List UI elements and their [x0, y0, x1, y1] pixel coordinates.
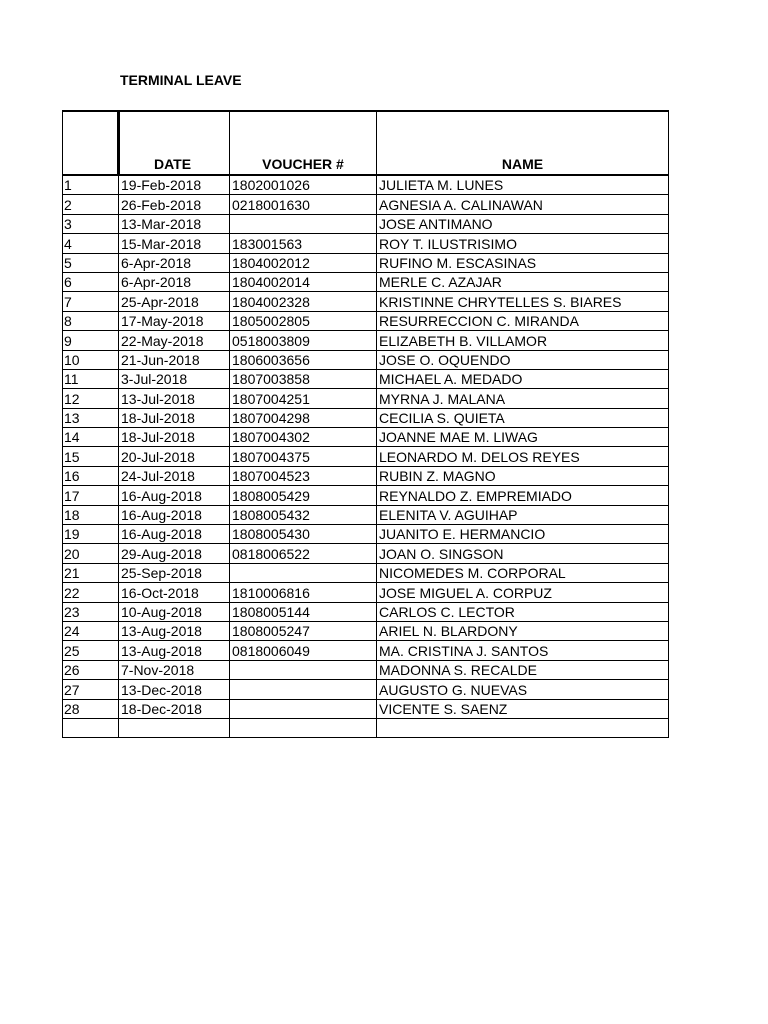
cell-no: 5: [63, 253, 119, 272]
cell-voucher: [230, 680, 377, 699]
cell-name: RUBIN Z. MAGNO: [377, 466, 669, 485]
table-row: [63, 408, 669, 427]
cell-date: 21-Jun-2018: [119, 350, 230, 369]
cell-date: 20-Jul-2018: [119, 447, 230, 466]
cell-name: MERLE C. AZAJAR: [377, 272, 669, 291]
cell-voucher: 0218001630: [230, 195, 377, 214]
cell-name: JOSE MIGUEL A. CORPUZ: [377, 583, 669, 602]
cell-date: 18-Jul-2018: [119, 408, 230, 427]
cell-voucher: [230, 214, 377, 233]
cell-name: JOANNE MAE M. LIWAG: [377, 428, 669, 447]
cell-name: [377, 718, 669, 737]
cell-voucher: 1807003858: [230, 369, 377, 388]
cell-voucher: 1806003656: [230, 350, 377, 369]
cell-date: 6-Apr-2018: [119, 272, 230, 291]
cell-voucher: 1804002012: [230, 253, 377, 272]
table-row: [63, 389, 669, 408]
cell-name: NICOMEDES M. CORPORAL: [377, 563, 669, 582]
cell-voucher: [230, 718, 377, 737]
column-header-name: NAME: [377, 111, 669, 175]
cell-date: 6-Apr-2018: [119, 253, 230, 272]
cell-voucher: 1807004523: [230, 466, 377, 485]
column-header-date: DATE: [119, 111, 230, 175]
table-row: [63, 428, 669, 447]
cell-name: CARLOS C. LECTOR: [377, 602, 669, 621]
page-title: TERMINAL LEAVE: [120, 72, 242, 88]
cell-date: 13-Jul-2018: [119, 389, 230, 408]
cell-no: 14: [63, 428, 119, 447]
cell-no: 22: [63, 583, 119, 602]
table-row: [63, 350, 669, 369]
cell-no: 4: [63, 234, 119, 253]
cell-no: 15: [63, 447, 119, 466]
cell-date: 15-Mar-2018: [119, 234, 230, 253]
cell-date: 17-May-2018: [119, 311, 230, 330]
cell-date: 13-Dec-2018: [119, 680, 230, 699]
cell-date: 18-Jul-2018: [119, 428, 230, 447]
cell-date: 10-Aug-2018: [119, 602, 230, 621]
cell-date: 19-Feb-2018: [119, 175, 230, 195]
table-row: [63, 660, 669, 679]
cell-no: [63, 718, 119, 737]
cell-date: 16-Aug-2018: [119, 486, 230, 505]
table-row: [63, 175, 669, 195]
cell-voucher: [230, 660, 377, 679]
cell-date: 22-May-2018: [119, 331, 230, 350]
cell-name: AUGUSTO G. NUEVAS: [377, 680, 669, 699]
cell-name: JOSE O. OQUENDO: [377, 350, 669, 369]
cell-voucher: 1805002805: [230, 311, 377, 330]
cell-name: ELENITA V. AGUIHAP: [377, 505, 669, 524]
cell-name: KRISTINNE CHRYTELLES S. BIARES: [377, 292, 669, 311]
cell-no: 27: [63, 680, 119, 699]
cell-voucher: 0518003809: [230, 331, 377, 350]
table-header-row: [63, 111, 669, 175]
cell-voucher: 1808005247: [230, 621, 377, 640]
table-row: [63, 621, 669, 640]
table-row: [63, 563, 669, 582]
column-header-no: [63, 111, 119, 175]
cell-voucher: 1807004298: [230, 408, 377, 427]
cell-no: 23: [63, 602, 119, 621]
cell-name: VICENTE S. SAENZ: [377, 699, 669, 718]
column-header-voucher: VOUCHER #: [230, 111, 377, 175]
cell-voucher: 1808005144: [230, 602, 377, 621]
cell-no: 8: [63, 311, 119, 330]
table-row: [63, 292, 669, 311]
cell-no: 3: [63, 214, 119, 233]
cell-name: RESURRECCION C. MIRANDA: [377, 311, 669, 330]
table-row: [63, 466, 669, 485]
cell-no: 16: [63, 466, 119, 485]
cell-name: JOSE ANTIMANO: [377, 214, 669, 233]
cell-name: MADONNA S. RECALDE: [377, 660, 669, 679]
cell-date: 29-Aug-2018: [119, 544, 230, 563]
terminal-leave-table: [62, 110, 669, 738]
cell-voucher: 1804002328: [230, 292, 377, 311]
cell-name: MA. CRISTINA J. SANTOS: [377, 641, 669, 660]
cell-voucher: 0818006522: [230, 544, 377, 563]
cell-no: 2: [63, 195, 119, 214]
cell-name: AGNESIA A. CALINAWAN: [377, 195, 669, 214]
cell-no: 10: [63, 350, 119, 369]
cell-date: 18-Dec-2018: [119, 699, 230, 718]
cell-no: 11: [63, 369, 119, 388]
table-row: [63, 369, 669, 388]
table-row: [63, 311, 669, 330]
cell-voucher: 183001563: [230, 234, 377, 253]
table-row: [63, 253, 669, 272]
cell-no: 19: [63, 525, 119, 544]
cell-date: 25-Apr-2018: [119, 292, 230, 311]
cell-voucher: 1808005429: [230, 486, 377, 505]
cell-date: 3-Jul-2018: [119, 369, 230, 388]
cell-voucher: [230, 563, 377, 582]
cell-no: 24: [63, 621, 119, 640]
cell-no: 26: [63, 660, 119, 679]
table-row: [63, 447, 669, 466]
cell-name: JUANITO E. HERMANCIO: [377, 525, 669, 544]
cell-voucher: 0818006049: [230, 641, 377, 660]
cell-voucher: 1807004302: [230, 428, 377, 447]
cell-date: 16-Oct-2018: [119, 583, 230, 602]
cell-name: JOAN O. SINGSON: [377, 544, 669, 563]
cell-voucher: [230, 699, 377, 718]
cell-date: 16-Aug-2018: [119, 505, 230, 524]
cell-no: 13: [63, 408, 119, 427]
cell-name: MYRNA J. MALANA: [377, 389, 669, 408]
cell-date: 13-Mar-2018: [119, 214, 230, 233]
cell-no: 17: [63, 486, 119, 505]
cell-voucher: 1807004251: [230, 389, 377, 408]
cell-no: 9: [63, 331, 119, 350]
cell-voucher: 1802001026: [230, 175, 377, 195]
cell-no: 20: [63, 544, 119, 563]
table-row: [63, 214, 669, 233]
cell-date: 13-Aug-2018: [119, 621, 230, 640]
cell-voucher: 1804002014: [230, 272, 377, 291]
cell-voucher: 1810006816: [230, 583, 377, 602]
cell-date: 24-Jul-2018: [119, 466, 230, 485]
cell-date: 25-Sep-2018: [119, 563, 230, 582]
table-row: [63, 525, 669, 544]
table-row: [63, 583, 669, 602]
cell-name: CECILIA S. QUIETA: [377, 408, 669, 427]
cell-name: MICHAEL A. MEDADO: [377, 369, 669, 388]
table-row: [63, 680, 669, 699]
table-row: [63, 331, 669, 350]
table-row: [63, 272, 669, 291]
cell-no: 1: [63, 175, 119, 195]
table-row: [63, 195, 669, 214]
cell-no: 6: [63, 272, 119, 291]
cell-name: ROY T. ILUSTRISIMO: [377, 234, 669, 253]
table-row: [63, 234, 669, 253]
cell-date: 13-Aug-2018: [119, 641, 230, 660]
cell-no: 25: [63, 641, 119, 660]
cell-no: 18: [63, 505, 119, 524]
cell-name: REYNALDO Z. EMPREMIADO: [377, 486, 669, 505]
table-row: [63, 505, 669, 524]
table-row: [63, 602, 669, 621]
cell-voucher: 1808005430: [230, 525, 377, 544]
table-row: [63, 641, 669, 660]
table-body: [63, 175, 669, 738]
cell-date: 7-Nov-2018: [119, 660, 230, 679]
cell-name: RUFINO M. ESCASINAS: [377, 253, 669, 272]
cell-no: 28: [63, 699, 119, 718]
cell-date: [119, 718, 230, 737]
cell-voucher: 1807004375: [230, 447, 377, 466]
table-row: [63, 486, 669, 505]
cell-voucher: 1808005432: [230, 505, 377, 524]
cell-no: 7: [63, 292, 119, 311]
cell-no: 12: [63, 389, 119, 408]
cell-date: 26-Feb-2018: [119, 195, 230, 214]
table-row: [63, 718, 669, 737]
cell-no: 21: [63, 563, 119, 582]
cell-name: ARIEL N. BLARDONY: [377, 621, 669, 640]
cell-name: ELIZABETH B. VILLAMOR: [377, 331, 669, 350]
cell-date: 16-Aug-2018: [119, 525, 230, 544]
table-row: [63, 544, 669, 563]
cell-name: LEONARDO M. DELOS REYES: [377, 447, 669, 466]
table-row: [63, 699, 669, 718]
cell-name: JULIETA M. LUNES: [377, 175, 669, 195]
